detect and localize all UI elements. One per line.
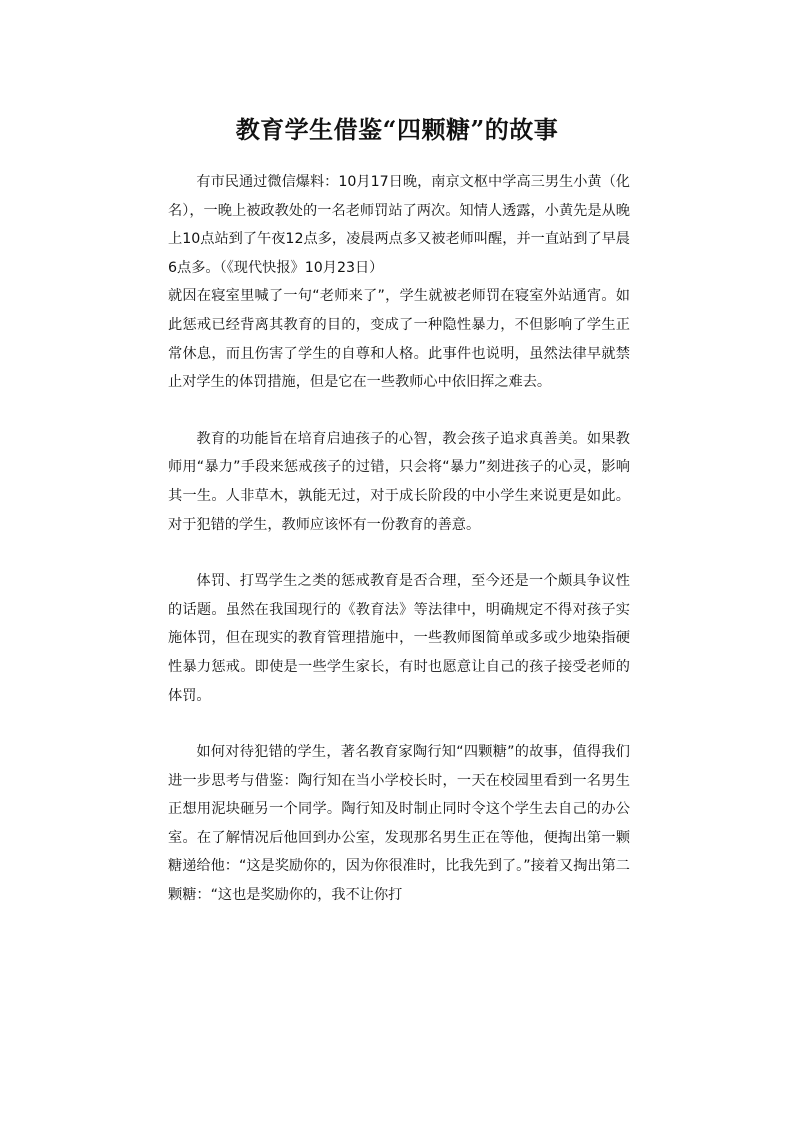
document-body: [168, 168, 630, 910]
paragraph-four-candies-story: 如何对待犯错的学生，著名教育家陶行知“四颗糖”的故事，值得我们进一步思考与借鉴：陶行知在当小学校长时，一天在校园里看到一名男生正想用泥块砸另一个同学。陶行知及时制止同时令这个学生去自己的办公室。在了解情况后他回到办公室，发现那名男生正在等他，便掏出第一颗糖递给他：“这是奖励你的，因为你很准时，比我先到了。”接着又掏出第二颗糖：“这也是奖励你的，我不让你打: [168, 744, 630, 904]
paragraph-news-report: 有市民通过微信爆料：10月17日晚，南京文枢中学高三男生小黄（化名），一晚上被政教处的一名老师罚站了两次。知情人透露，小黄先是从晚上10点站到了午夜12点多，凌晨两点多又被老师叫醒，并一直站到了早晨6点多。（《现代快报》10月23日）: [168, 174, 630, 276]
paragraph-corporal-punishment-debate: 体罚、打骂学生之类的惩戒教育是否合理，至今还是一个颇具争议性的话题。虽然在我国现行的《教育法》等法律中，明确规定不得对孩子实施体罚，但在现实的教育管理措施中，一些教师图简单或多或少地染指硬性暴力惩戒。即使是一些学生家长，有时也愿意让自己的孩子接受老师的体罚。: [168, 573, 630, 704]
paragraph-incident-commentary: 就因在寝室里喊了一句“老师来了”，学生就被老师罚在寝室外站通宵。如此惩戒已经背离其教育的目的，变成了一种隐性暴力，不但影响了学生正常休息，而且伤害了学生的自尊和人格。此事件也说明，虽然法律早就禁止对学生的体罚措施，但是它在一些教师心中依旧挥之难去。: [168, 288, 630, 391]
document-title: 教育学生借鉴“四颗糖”的故事: [235, 115, 559, 144]
paragraph-education-function: 教育的功能旨在培育启迪孩子的心智，教会孩子追求真善美。如果教师用“暴力”手段来惩戒孩子的过错，只会将“暴力”刻进孩子的心灵，影响其一生。人非草木，孰能无过，对于成长阶段的中小学生来说更是如此。对于犯错的学生，教师应该怀有一份教育的善意。: [168, 430, 630, 533]
